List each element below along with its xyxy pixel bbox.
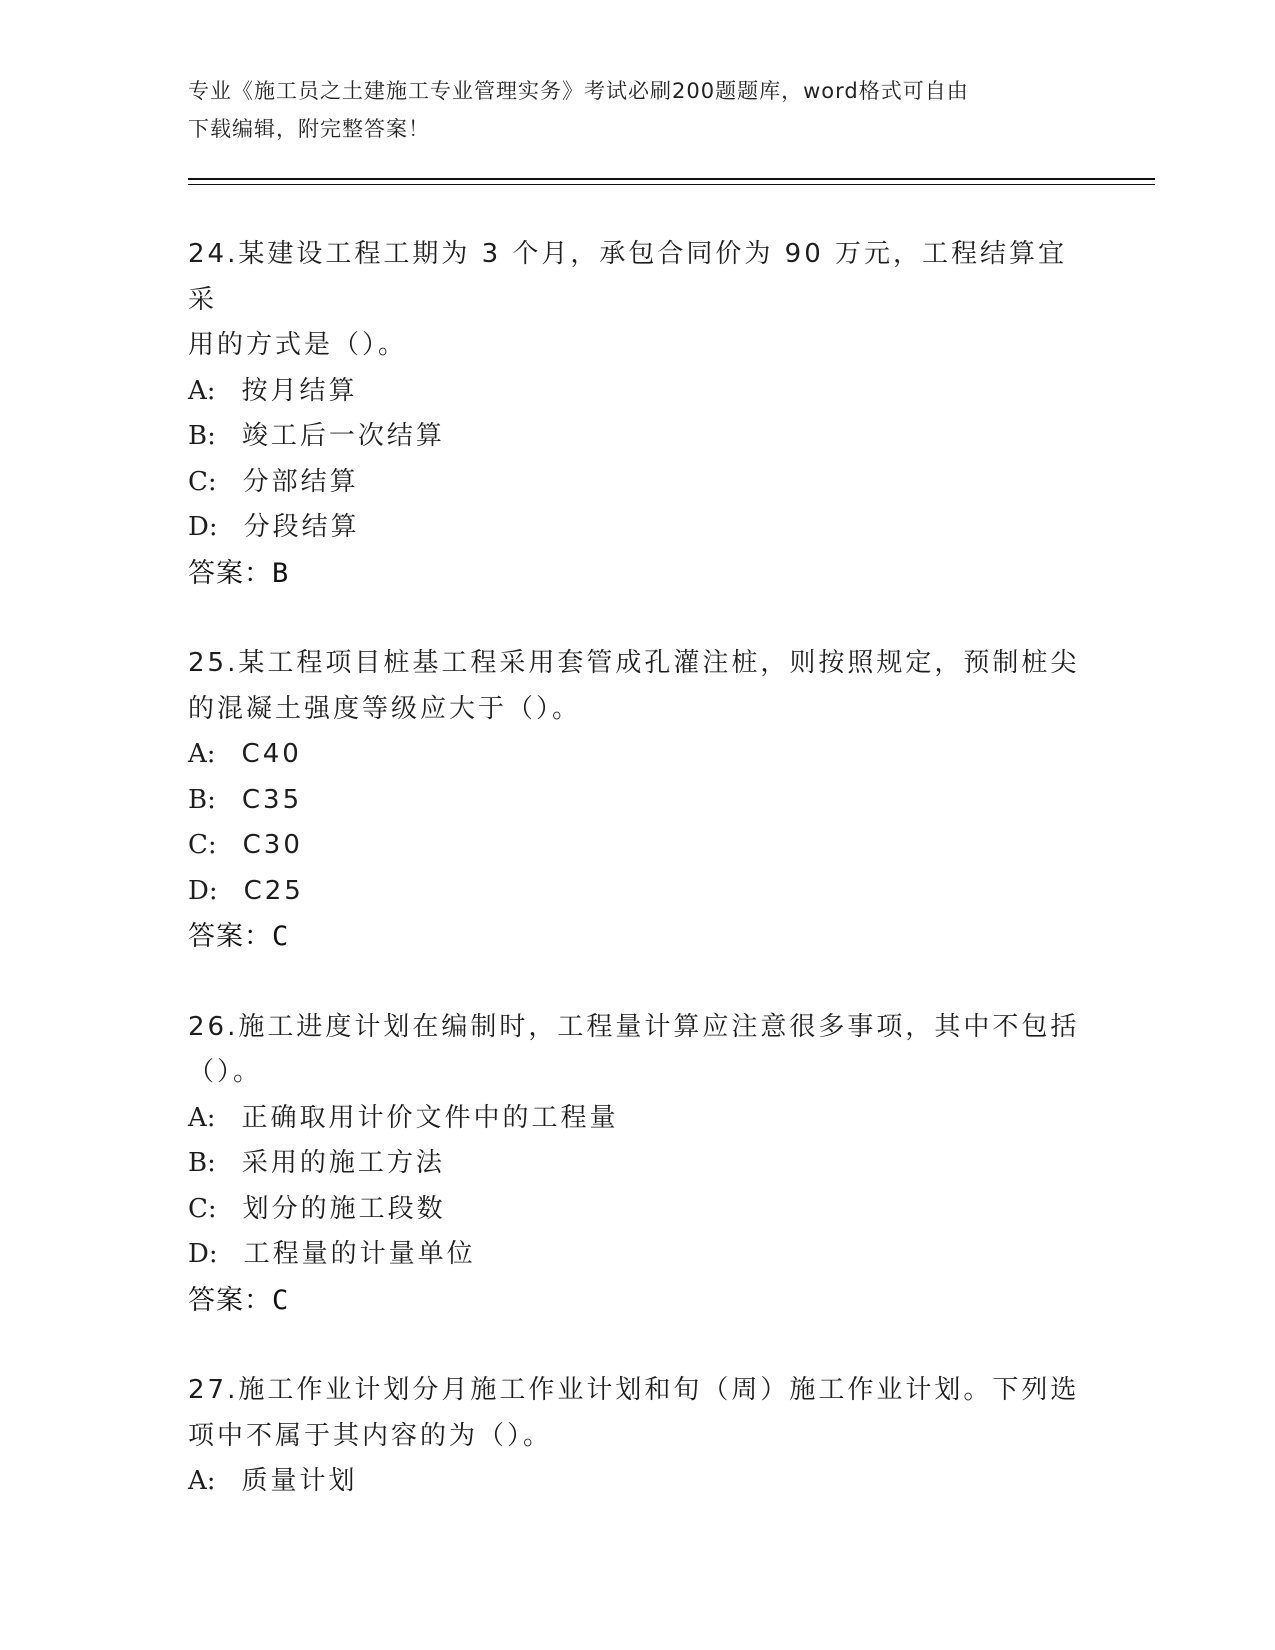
option-text: 分部结算 xyxy=(242,466,359,497)
answer-label: 答案： xyxy=(188,1284,272,1316)
question-24-answer xyxy=(188,551,1088,597)
option-text: C30 xyxy=(242,830,303,860)
option-text: 竣工后一次结算 xyxy=(241,421,445,451)
option-letter: C: xyxy=(188,1193,217,1224)
question-26-stem-line-1: 26.施工进度计划在编制时，工程量计算应注意很多事项，其中不包括 xyxy=(188,1011,1080,1042)
option-letter: B: xyxy=(188,784,216,815)
option-text: 质量计划 xyxy=(241,1466,358,1496)
question-26-stem xyxy=(188,1005,1088,1096)
option-letter: C: xyxy=(188,830,217,860)
question-25-option-d xyxy=(188,869,1088,915)
question-25 xyxy=(188,641,1088,960)
option-letter: B: xyxy=(188,421,216,451)
question-27-stem-line-1: 27.施工作业计划分月施工作业计划和旬（周）施工作业计划。下列选 xyxy=(188,1375,1080,1405)
option-text: 采用的施工方法 xyxy=(241,1148,445,1178)
question-25-stem xyxy=(188,641,1088,732)
option-letter: A: xyxy=(188,739,216,769)
question-24 xyxy=(188,232,1088,596)
question-25-option-b xyxy=(188,778,1088,824)
option-letter: A: xyxy=(188,375,216,406)
option-letter: A: xyxy=(188,1466,216,1496)
question-25-answer xyxy=(188,914,1088,960)
option-text: C25 xyxy=(243,875,304,906)
question-26 xyxy=(188,1005,1088,1324)
question-26-option-d xyxy=(188,1232,1088,1278)
question-list xyxy=(188,232,1088,1505)
question-24-option-d xyxy=(188,505,1088,551)
option-letter: D: xyxy=(188,875,218,906)
option-text: 按月结算 xyxy=(241,375,358,406)
answer-label: 答案： xyxy=(188,921,272,952)
question-26-option-c xyxy=(188,1187,1088,1233)
option-text: 分段结算 xyxy=(243,512,360,542)
header-divider-thick xyxy=(188,178,1155,180)
option-text: C40 xyxy=(241,739,302,769)
option-letter: C: xyxy=(188,466,217,497)
question-27-stem xyxy=(188,1368,1088,1459)
question-25-option-c xyxy=(188,823,1088,869)
question-26-option-b xyxy=(188,1141,1088,1187)
question-24-stem-line-2: 用的方式是（）。 xyxy=(188,330,408,360)
question-24-stem-line-1: 24.某建设工程工期为 3 个月，承包合同价为 90 万元，工程结算宜采 xyxy=(188,239,1068,315)
question-25-stem-line-1: 25.某工程项目桩基工程采用套管成孔灌注桩，则按照规定，预制桩尖 xyxy=(188,648,1080,678)
header-divider-thin xyxy=(188,184,1155,185)
question-25-stem-line-2: 的混凝土强度等级应大于（）。 xyxy=(188,693,582,724)
question-26-option-a xyxy=(188,1096,1088,1142)
answer-value: B xyxy=(272,557,290,589)
answer-value: C xyxy=(272,1284,290,1316)
question-24-stem xyxy=(188,232,1088,369)
answer-label: 答案： xyxy=(188,557,272,589)
option-letter: D: xyxy=(188,1239,218,1269)
option-text: 划分的施工段数 xyxy=(242,1193,446,1224)
answer-value: C xyxy=(272,921,290,952)
question-26-stem-line-2: （）。 xyxy=(188,1057,263,1087)
question-26-answer xyxy=(188,1278,1088,1324)
option-letter: B: xyxy=(188,1148,216,1178)
question-27 xyxy=(188,1368,1088,1505)
question-24-option-b xyxy=(188,414,1088,460)
option-text: 正确取用计价文件中的工程量 xyxy=(241,1102,619,1133)
option-letter: D: xyxy=(188,512,218,542)
question-27-stem-line-2: 项中不属于其内容的为（）。 xyxy=(188,1420,553,1451)
option-text: 工程量的计量单位 xyxy=(243,1239,476,1269)
question-27-option-a xyxy=(188,1459,1088,1505)
header-line-1: 专业《施工员之土建施工专业管理实务》考试必刷200题题库，word格式可自由 xyxy=(188,79,969,103)
header-line-2: 下载编辑，附完整答案！ xyxy=(188,117,430,141)
option-letter: A: xyxy=(188,1102,216,1133)
question-24-option-a xyxy=(188,369,1088,415)
question-25-option-a xyxy=(188,732,1088,778)
option-text: C35 xyxy=(241,784,303,815)
question-24-option-c xyxy=(188,460,1088,506)
document-header xyxy=(188,72,1068,148)
